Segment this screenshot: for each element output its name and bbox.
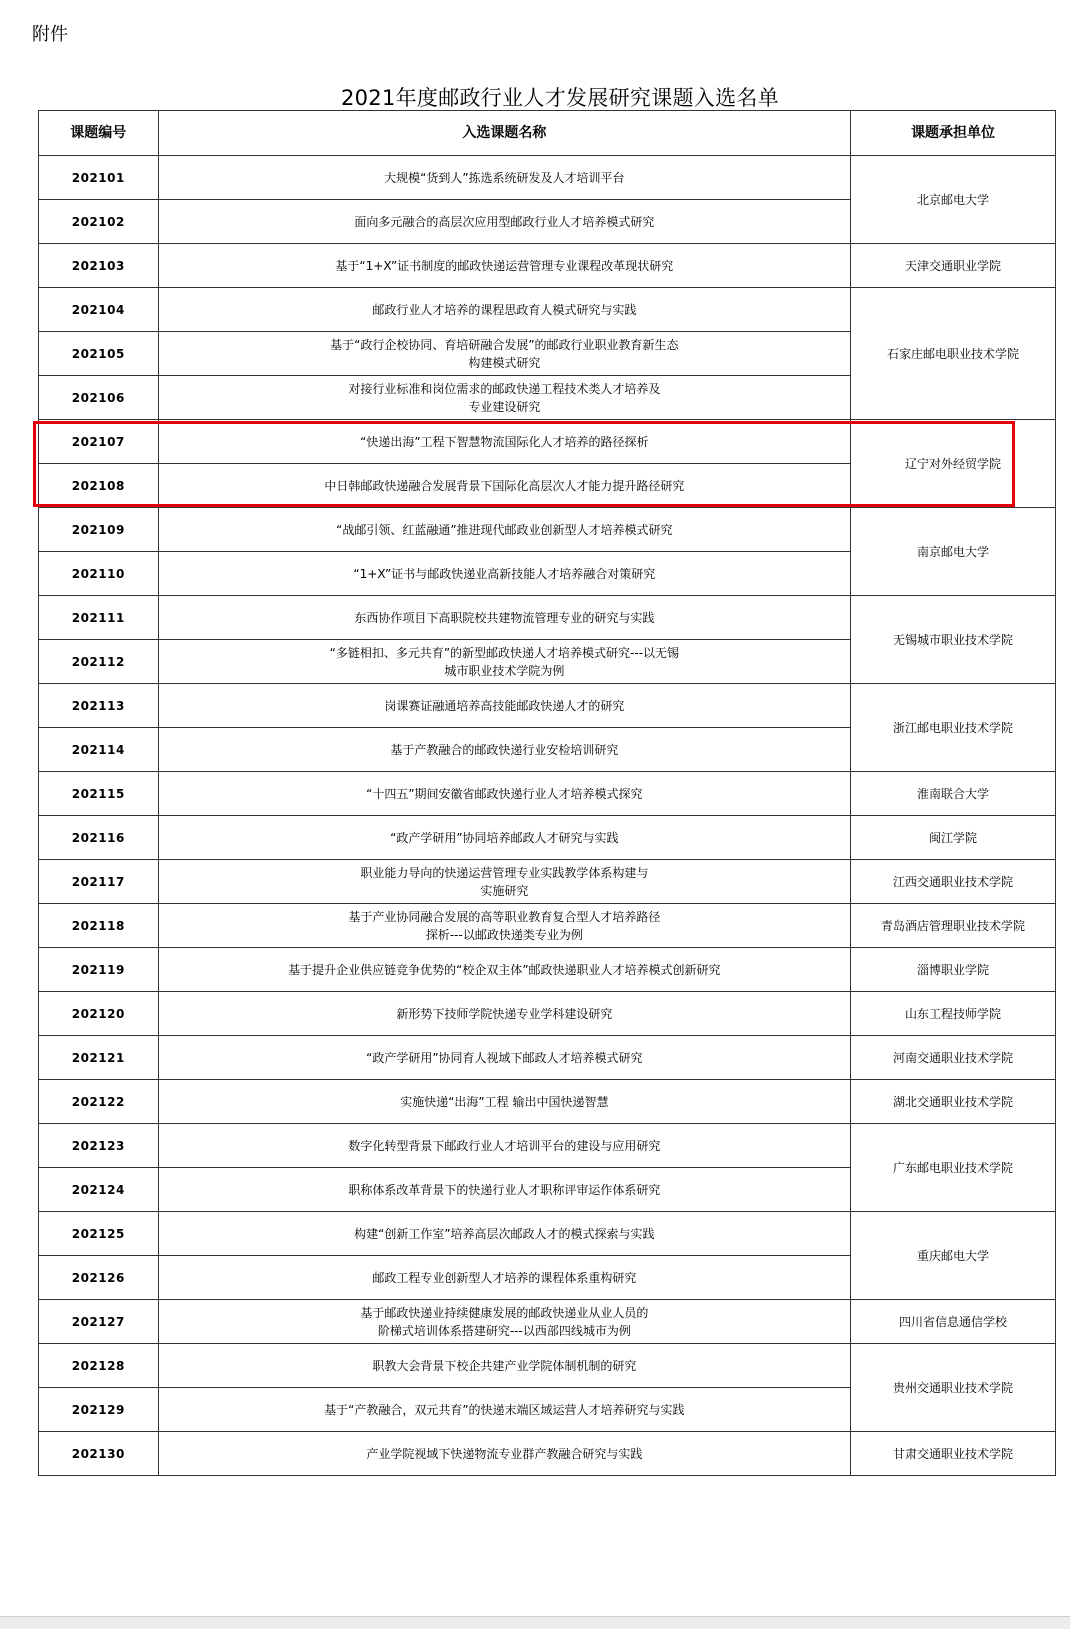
column-header-topic: 入选课题名称	[158, 111, 851, 156]
topic-name: 职业能力导向的快递运营管理专业实践教学体系构建与 实施研究	[158, 860, 851, 904]
table-row	[39, 816, 1056, 860]
topic-code: 202127	[39, 1300, 159, 1344]
undertaking-unit: 四川省信息通信学校	[851, 1300, 1056, 1344]
topic-name: “十四五”期间安徽省邮政快递行业人才培养模式探究	[158, 772, 851, 816]
undertaking-unit: 北京邮电大学	[851, 156, 1056, 244]
topic-name: 构建“创新工作室”培养高层次邮政人才的模式探索与实践	[158, 1212, 851, 1256]
topic-code: 202106	[39, 376, 159, 420]
topic-code: 202126	[39, 1256, 159, 1300]
undertaking-unit: 辽宁对外经贸学院	[851, 420, 1056, 508]
undertaking-unit: 淮南联合大学	[851, 772, 1056, 816]
undertaking-unit: 重庆邮电大学	[851, 1212, 1056, 1300]
undertaking-unit: 天津交通职业学院	[851, 244, 1056, 288]
undertaking-unit: 江西交通职业技术学院	[851, 860, 1056, 904]
topic-name: 面向多元融合的高层次应用型邮政行业人才培养模式研究	[158, 200, 851, 244]
undertaking-unit: 淄博职业学院	[851, 948, 1056, 992]
topic-name: “政产学研用”协同培养邮政人才研究与实践	[158, 816, 851, 860]
table-row	[39, 1432, 1056, 1476]
topic-code: 202119	[39, 948, 159, 992]
topic-name: “快递出海”工程下智慧物流国际化人才培养的路径探析	[158, 420, 851, 464]
table-row	[39, 992, 1056, 1036]
undertaking-unit: 浙江邮电职业技术学院	[851, 684, 1056, 772]
attachment-label: 附件	[32, 24, 68, 45]
topic-code: 202128	[39, 1344, 159, 1388]
undertaking-unit: 贵州交通职业技术学院	[851, 1344, 1056, 1432]
topic-code: 202121	[39, 1036, 159, 1080]
undertaking-unit: 山东工程技师学院	[851, 992, 1056, 1036]
table-row	[39, 596, 1056, 640]
topic-name: 职称体系改革背景下的快递行业人才职称评审运作体系研究	[158, 1168, 851, 1212]
topic-name: “1+X”证书与邮政快递业高新技能人才培养融合对策研究	[158, 552, 851, 596]
topic-name: 东西协作项目下高职院校共建物流管理专业的研究与实践	[158, 596, 851, 640]
topic-code: 202109	[39, 508, 159, 552]
topic-code: 202118	[39, 904, 159, 948]
undertaking-unit: 石家庄邮电职业技术学院	[851, 288, 1056, 420]
topic-name: “多链相扣、多元共育”的新型邮政快递人才培养模式研究---以无锡 城市职业技术学院为例	[158, 640, 851, 684]
topic-code: 202120	[39, 992, 159, 1036]
topic-code: 202101	[39, 156, 159, 200]
undertaking-unit: 广东邮电职业技术学院	[851, 1124, 1056, 1212]
topic-name: 基于产业协同融合发展的高等职业教育复合型人才培养路径 探析---以邮政快递类专业为例	[158, 904, 851, 948]
topic-name: 基于“产教融合，双元共育”的快递末端区域运营人才培养研究与实践	[158, 1388, 851, 1432]
undertaking-unit: 青岛酒店管理职业技术学院	[851, 904, 1056, 948]
topic-code: 202113	[39, 684, 159, 728]
topic-name: 实施快递“出海”工程 输出中国快递智慧	[158, 1080, 851, 1124]
topic-code: 202117	[39, 860, 159, 904]
page-title: 2021年度邮政行业人才发展研究课题入选名单	[340, 86, 780, 110]
table-row	[39, 684, 1056, 728]
topic-code: 202122	[39, 1080, 159, 1124]
topic-code: 202123	[39, 1124, 159, 1168]
topic-code: 202116	[39, 816, 159, 860]
topic-code: 202110	[39, 552, 159, 596]
table-row	[39, 1212, 1056, 1256]
topic-code: 202115	[39, 772, 159, 816]
topic-code: 202108	[39, 464, 159, 508]
topic-code: 202130	[39, 1432, 159, 1476]
topic-name: 基于提升企业供应链竞争优势的“校企双主体”邮政快递职业人才培养模式创新研究	[158, 948, 851, 992]
topic-name: 基于“政行企校协同、育培研融合发展”的邮政行业职业教育新生态 构建模式研究	[158, 332, 851, 376]
topics-table	[38, 110, 1056, 1476]
table-row	[39, 904, 1056, 948]
table-row	[39, 288, 1056, 332]
topic-name: 基于产教融合的邮政快递行业安检培训研究	[158, 728, 851, 772]
table-row	[39, 1036, 1056, 1080]
topic-name: 产业学院视域下快递物流专业群产教融合研究与实践	[158, 1432, 851, 1476]
undertaking-unit: 甘肃交通职业技术学院	[851, 1432, 1056, 1476]
table-row	[39, 948, 1056, 992]
topic-code: 202111	[39, 596, 159, 640]
topic-code: 202129	[39, 1388, 159, 1432]
table-row	[39, 244, 1056, 288]
table-row	[39, 1080, 1056, 1124]
topic-name: 岗课赛证融通培养高技能邮政快递人才的研究	[158, 684, 851, 728]
table-row	[39, 860, 1056, 904]
topic-code: 202112	[39, 640, 159, 684]
topic-name: 职教大会背景下校企共建产业学院体制机制的研究	[158, 1344, 851, 1388]
topic-name: 新形势下技师学院快递专业学科建设研究	[158, 992, 851, 1036]
table-row	[39, 772, 1056, 816]
topic-name: 中日韩邮政快递融合发展背景下国际化高层次人才能力提升路径研究	[158, 464, 851, 508]
topic-code: 202103	[39, 244, 159, 288]
topic-name: 基于邮政快递业持续健康发展的邮政快递业从业人员的 阶梯式培训体系搭建研究---以西部四线城市为例	[158, 1300, 851, 1344]
table-row	[39, 420, 1056, 464]
table-row	[39, 1300, 1056, 1344]
column-header-unit: 课题承担单位	[851, 111, 1056, 156]
table-header-row	[39, 111, 1056, 156]
undertaking-unit: 湖北交通职业技术学院	[851, 1080, 1056, 1124]
topic-name: 大规模“货到人”拣选系统研发及人才培训平台	[158, 156, 851, 200]
table-row	[39, 1124, 1056, 1168]
topic-name: “政产学研用”协同育人视域下邮政人才培养模式研究	[158, 1036, 851, 1080]
topic-code: 202107	[39, 420, 159, 464]
topic-name: 邮政行业人才培养的课程思政育人模式研究与实践	[158, 288, 851, 332]
topic-name: 基于“1+X”证书制度的邮政快递运营管理专业课程改革现状研究	[158, 244, 851, 288]
topic-code: 202114	[39, 728, 159, 772]
topic-name: “战邮引领、红蓝融通”推进现代邮政业创新型人才培养模式研究	[158, 508, 851, 552]
table-row	[39, 508, 1056, 552]
undertaking-unit: 无锡城市职业技术学院	[851, 596, 1056, 684]
undertaking-unit: 闽江学院	[851, 816, 1056, 860]
table-body	[39, 156, 1056, 1476]
column-header-code: 课题编号	[39, 111, 159, 156]
topic-code: 202102	[39, 200, 159, 244]
topic-code: 202125	[39, 1212, 159, 1256]
topic-code: 202124	[39, 1168, 159, 1212]
bottom-edge	[0, 1616, 1070, 1629]
table-row	[39, 1344, 1056, 1388]
topic-name: 邮政工程专业创新型人才培养的课程体系重构研究	[158, 1256, 851, 1300]
topic-code: 202105	[39, 332, 159, 376]
table-row	[39, 156, 1056, 200]
undertaking-unit: 河南交通职业技术学院	[851, 1036, 1056, 1080]
topic-name: 对接行业标准和岗位需求的邮政快递工程技术类人才培养及 专业建设研究	[158, 376, 851, 420]
undertaking-unit: 南京邮电大学	[851, 508, 1056, 596]
topic-name: 数字化转型背景下邮政行业人才培训平台的建设与应用研究	[158, 1124, 851, 1168]
topic-code: 202104	[39, 288, 159, 332]
